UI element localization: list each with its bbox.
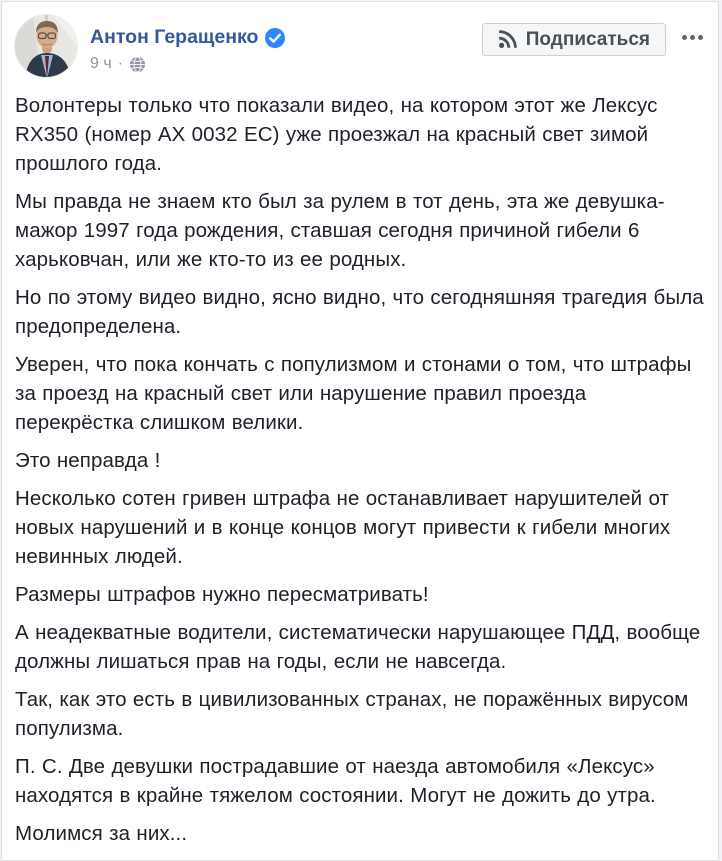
meta-separator: · bbox=[117, 55, 124, 72]
timestamp[interactable]: 9 ч bbox=[90, 55, 112, 72]
follow-button[interactable] bbox=[482, 23, 666, 56]
ellipsis-dot bbox=[690, 35, 695, 40]
follow-button-label: Подписаться bbox=[525, 28, 650, 50]
post-paragraph: Мы правда не знаем кто был за рулем в тот день, эта же девушка-мажор 1997 года рождения, ставшая сегодня причиной гибели 6 харьковчан, или же кто-то из ее родных. bbox=[15, 190, 665, 271]
post-paragraph: А неадекватные водители, систематически нарушающее ПДД, вообще должны лишаться прав на годы, если не навсегда. bbox=[15, 621, 701, 673]
author-name-link[interactable]: Антон Геращенко bbox=[90, 26, 259, 48]
header-actions bbox=[482, 23, 705, 56]
post-meta bbox=[90, 55, 706, 73]
post-paragraph: Размеры штрафов нужно пересматривать! bbox=[15, 583, 429, 606]
post-paragraph: Это неправда ! bbox=[15, 449, 161, 472]
post-paragraph: Волонтеры только что показали видео, на котором этот же Лексус RX350 (номер АХ 0032 ЕС) уже проезжал на красный свет зимой прошлого года. bbox=[15, 94, 658, 175]
verified-badge-icon bbox=[265, 28, 285, 48]
avatar[interactable] bbox=[14, 14, 78, 78]
post-paragraph: Молимся за них... bbox=[15, 822, 188, 845]
ellipsis-dot bbox=[682, 35, 687, 40]
post-paragraph: Но по этому видео видно, ясно видно, что сегодняшняя трагедия была предопределена. bbox=[15, 286, 704, 338]
post-header bbox=[2, 2, 718, 78]
post-paragraph: П. С. Две девушки пострадавшие от наезда автомобиля «Лексус» находятся в крайне тяжелом состоянии. Могут не дожить до утра. bbox=[15, 755, 656, 807]
globe-icon bbox=[129, 56, 146, 73]
more-options-button[interactable] bbox=[680, 31, 705, 44]
post-paragraph: Несколько сотен гривен штрафа не останавливает нарушителей от новых нарушений и в конце концов могут привести к гибели многих невинных людей. bbox=[15, 487, 671, 568]
ellipsis-dot bbox=[698, 35, 703, 40]
avatar-portrait-image bbox=[15, 15, 78, 78]
post-paragraph: Уверен, что пока кончать с популизмом и стонами о том, что штрафы за проезд на красный свет или нарушение правил проезда перекрёстка слишком велики. bbox=[15, 353, 692, 434]
post-card bbox=[1, 1, 719, 861]
rss-icon bbox=[498, 30, 517, 49]
post-paragraph: Так, как это есть в цивилизованных странах, не поражённых вирусом популизма. bbox=[15, 688, 689, 740]
post-text bbox=[2, 78, 718, 848]
